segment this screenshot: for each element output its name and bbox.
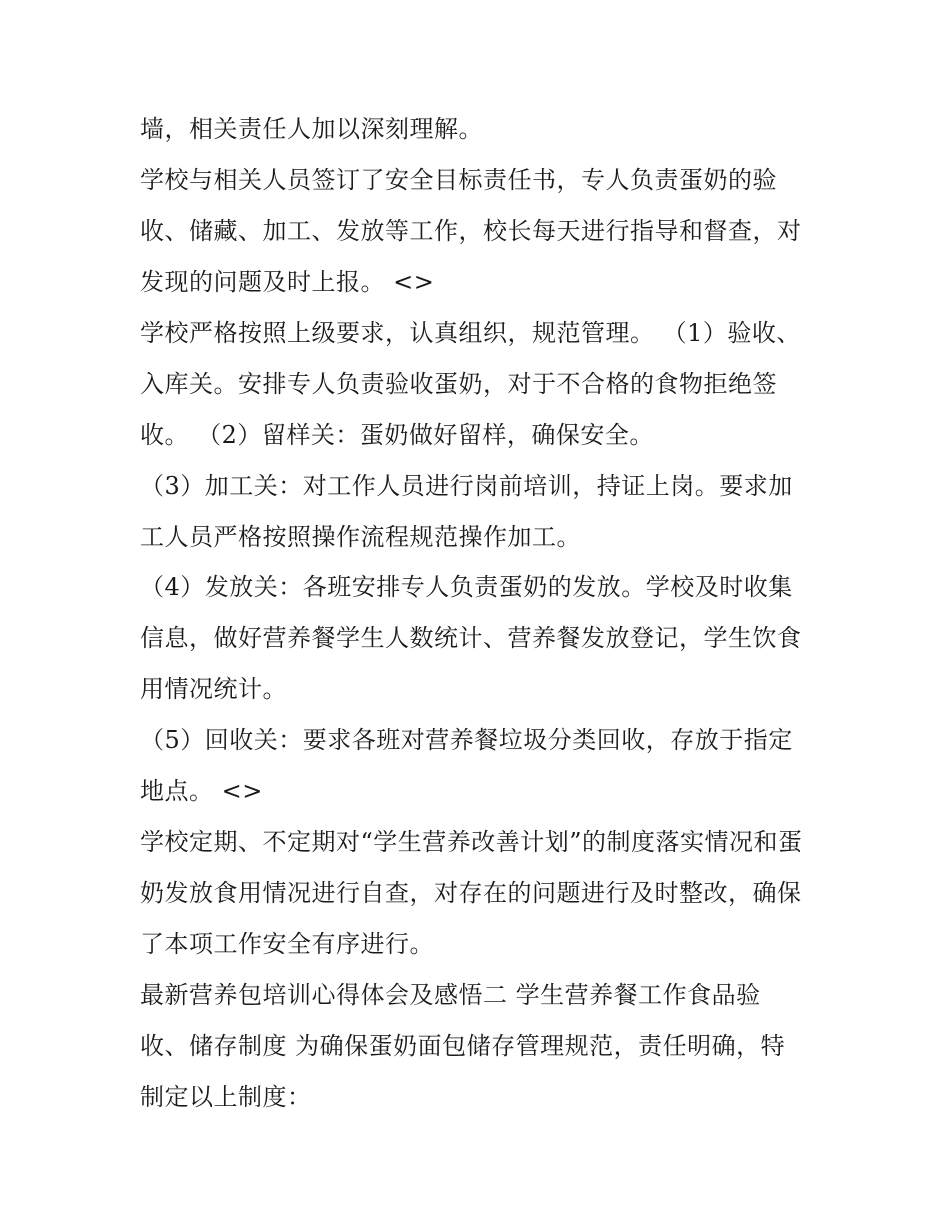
text-line: 收。 （2）留样关：蛋奶做好留样，确保安全。: [140, 421, 654, 449]
text-line: 信息，做好营养餐学生人数统计、营养餐发放登记，学生饮食: [140, 624, 802, 652]
text-line: 制定以上制度：: [140, 1083, 312, 1111]
text-line: 地点。 <>: [140, 777, 263, 805]
text-line: 收、储藏、加工、发放等工作，校长每天进行指导和督查，对: [140, 217, 802, 245]
text-line: （4）发放关：各班安排专人负责蛋奶的发放。学校及时收集: [140, 573, 793, 601]
text-line: 学校严格按照上级要求，认真组织，规范管理。 （1）验收、: [140, 319, 801, 347]
text-line: 入库关。安排专人负责验收蛋奶，对于不合格的食物拒绝签: [140, 370, 777, 398]
text-line: 奶发放食用情况进行自查，对存在的问题进行及时整改，确保: [140, 879, 802, 907]
text-line: 学校与相关人员签订了安全目标责任书，专人负责蛋奶的验: [140, 166, 777, 194]
text-line: 最新营养包培训心得体会及感悟二 学生营养餐工作食品验: [140, 981, 761, 1009]
text-line: 收、储存制度 为确保蛋奶面包储存管理规范，责任明确，特: [140, 1032, 786, 1060]
text-line: 了本项工作安全有序进行。: [140, 930, 434, 958]
text-line: （5）回收关：要求各班对营养餐垃圾分类回收，存放于指定: [140, 726, 793, 754]
text-line: 发现的问题及时上报。 <>: [140, 268, 435, 296]
text-line: 学校定期、不定期对“学生营养改善计划”的制度落实情况和蛋: [140, 828, 803, 856]
text-line: 工人员严格按照操作流程规范操作加工。: [140, 523, 581, 551]
text-line: 用情况统计。: [140, 675, 287, 703]
text-line: （3）加工关：对工作人员进行岗前培训，持证上岗。要求加: [140, 472, 793, 500]
text-line: 墙，相关责任人加以深刻理解。: [140, 115, 483, 143]
